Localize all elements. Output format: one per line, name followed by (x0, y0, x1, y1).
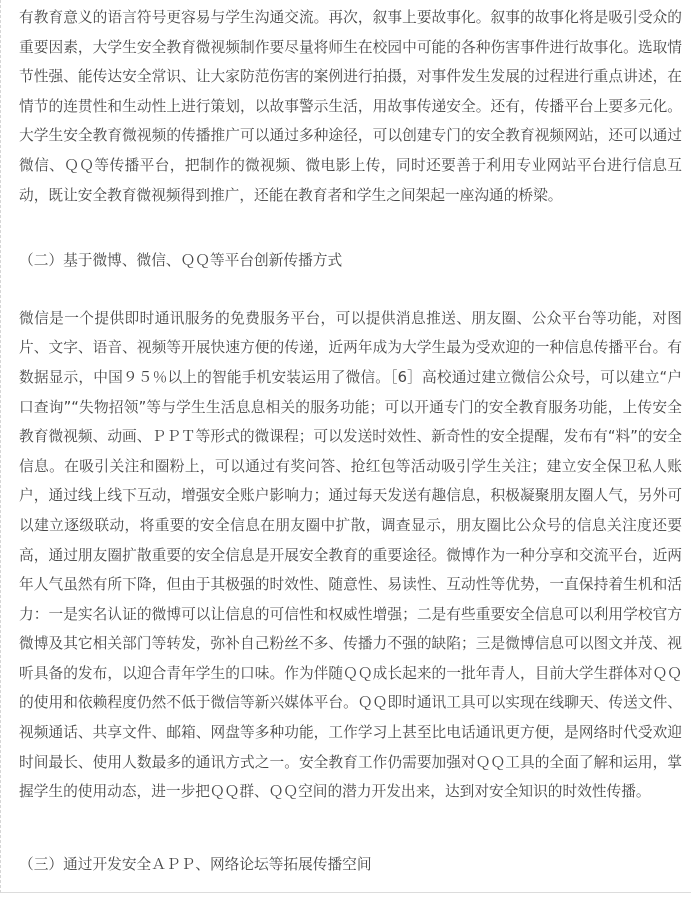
section-heading-weibo-wechat-qq: （二）基于微博、微信、ＱＱ等平台创新传播方式 (19, 252, 343, 270)
section-heading-safety-app-forums: （三）通过开发安全ＡＰＰ、网络论坛等拓展传播空间 (19, 855, 372, 873)
paragraph-wechat-weibo-qq-detail: 微信是一个提供即时通讯服务的免费服务平台，可以提供消息推送、朋友圈、公众平台等功能，对图片、文字、语音、视频等开展快速方便的传递，近两年成为大学生最为受欢迎的一种信息传播平台。有数据显示，中国９５％以上的智能手机安装运用了微信。［6］高校通过建立微信公众号，可以建立“户口查询”“失物招领”等与学生生活息息相关的服务功能；可以开通专门的安全教育服务功能，上传安全教育微视频、动画、ＰＰＴ等形式的微课程；可以发送时效性、新奇性的安全提醒，发布有“料”的安全信息。在吸引关注和圈粉上，可以通过有奖问答、抢红包等活动吸引学生关注；建立安全保卫私人账户，通过线上线下互动，增强安全账户影响力；通过每天发送有趣信息，积极凝聚朋友圈人气，另外可以建立逐级联动，将重要的安全信息在朋友圈中扩散，调查显示，朋友圈比公众号的信息关注度还要高，通过朋友圈扩散重要的安全信息是开展安全教育的重要途径。微博作为一种分享和交流平台，近两年人气虽然有所下降，但由于其极强的时效性、随意性、易读性、互动性等优势，一直保持着生机和活力：一是实名认证的微博可以让信息的可信性和权威性增强；二是有些重要安全信息可以利用学校官方微博及其它相关部门等转发，弥补自己粉丝不多、传播力不强的缺陷；三是微博信息可以图文并茂、视听具备的发布，以迎合青年学生的口味。作为伴随ＱＱ成长起来的一批年青人，目前大学生群体对ＱＱ的使用和依赖程度仍然不低于微信等新兴媒体平台。ＱＱ即时通讯工具可以实现在线聊天、传送文件、视频通话、共享文件、邮箱、网盘等多种功能，工作学习上甚至比电话通讯更方便，是网络时代受欢迎时间最长、使用人数最多的通讯方式之一。安全教育工作仍需要加强对ＱＱ工具的全面了解和运用，掌握学生的使用动态，进一步把ＱＱ群、ＱＱ空间的潜力开发出来，达到对安全知识的时效性传播。 (19, 309, 682, 801)
document-content (1, 0, 691, 879)
paragraph-storytelling-and-platforms: 有教育意义的语言符号更容易与学生沟通交流。再次，叙事上要故事化。叙事的故事化将是吸引受众的重要因素，大学生安全教育微视频制作要尽量将师生在校园中可能的各种伤害事件进行故事化。选取情节性强、能传达安全常识、让大家防范伤害的案例进行拍摄，对事件发生发展的过程进行重点讲述，在情节的连贯性和生动性上进行策划，以故事警示生活，用故事传递安全。还有，传播平台上要多元化。大学生安全教育微视频的传播推广可以通过多种途径，可以创建专门的安全教育视频网站，还可以通过微信、ＱＱ等传播平台，把制作的微视频、微电影上传，同时还要善于利用专业网站平台进行信息互动，既让安全教育微视频得到推广，还能在教育者和学生之间架起一座沟通的桥梁。 (19, 9, 682, 204)
